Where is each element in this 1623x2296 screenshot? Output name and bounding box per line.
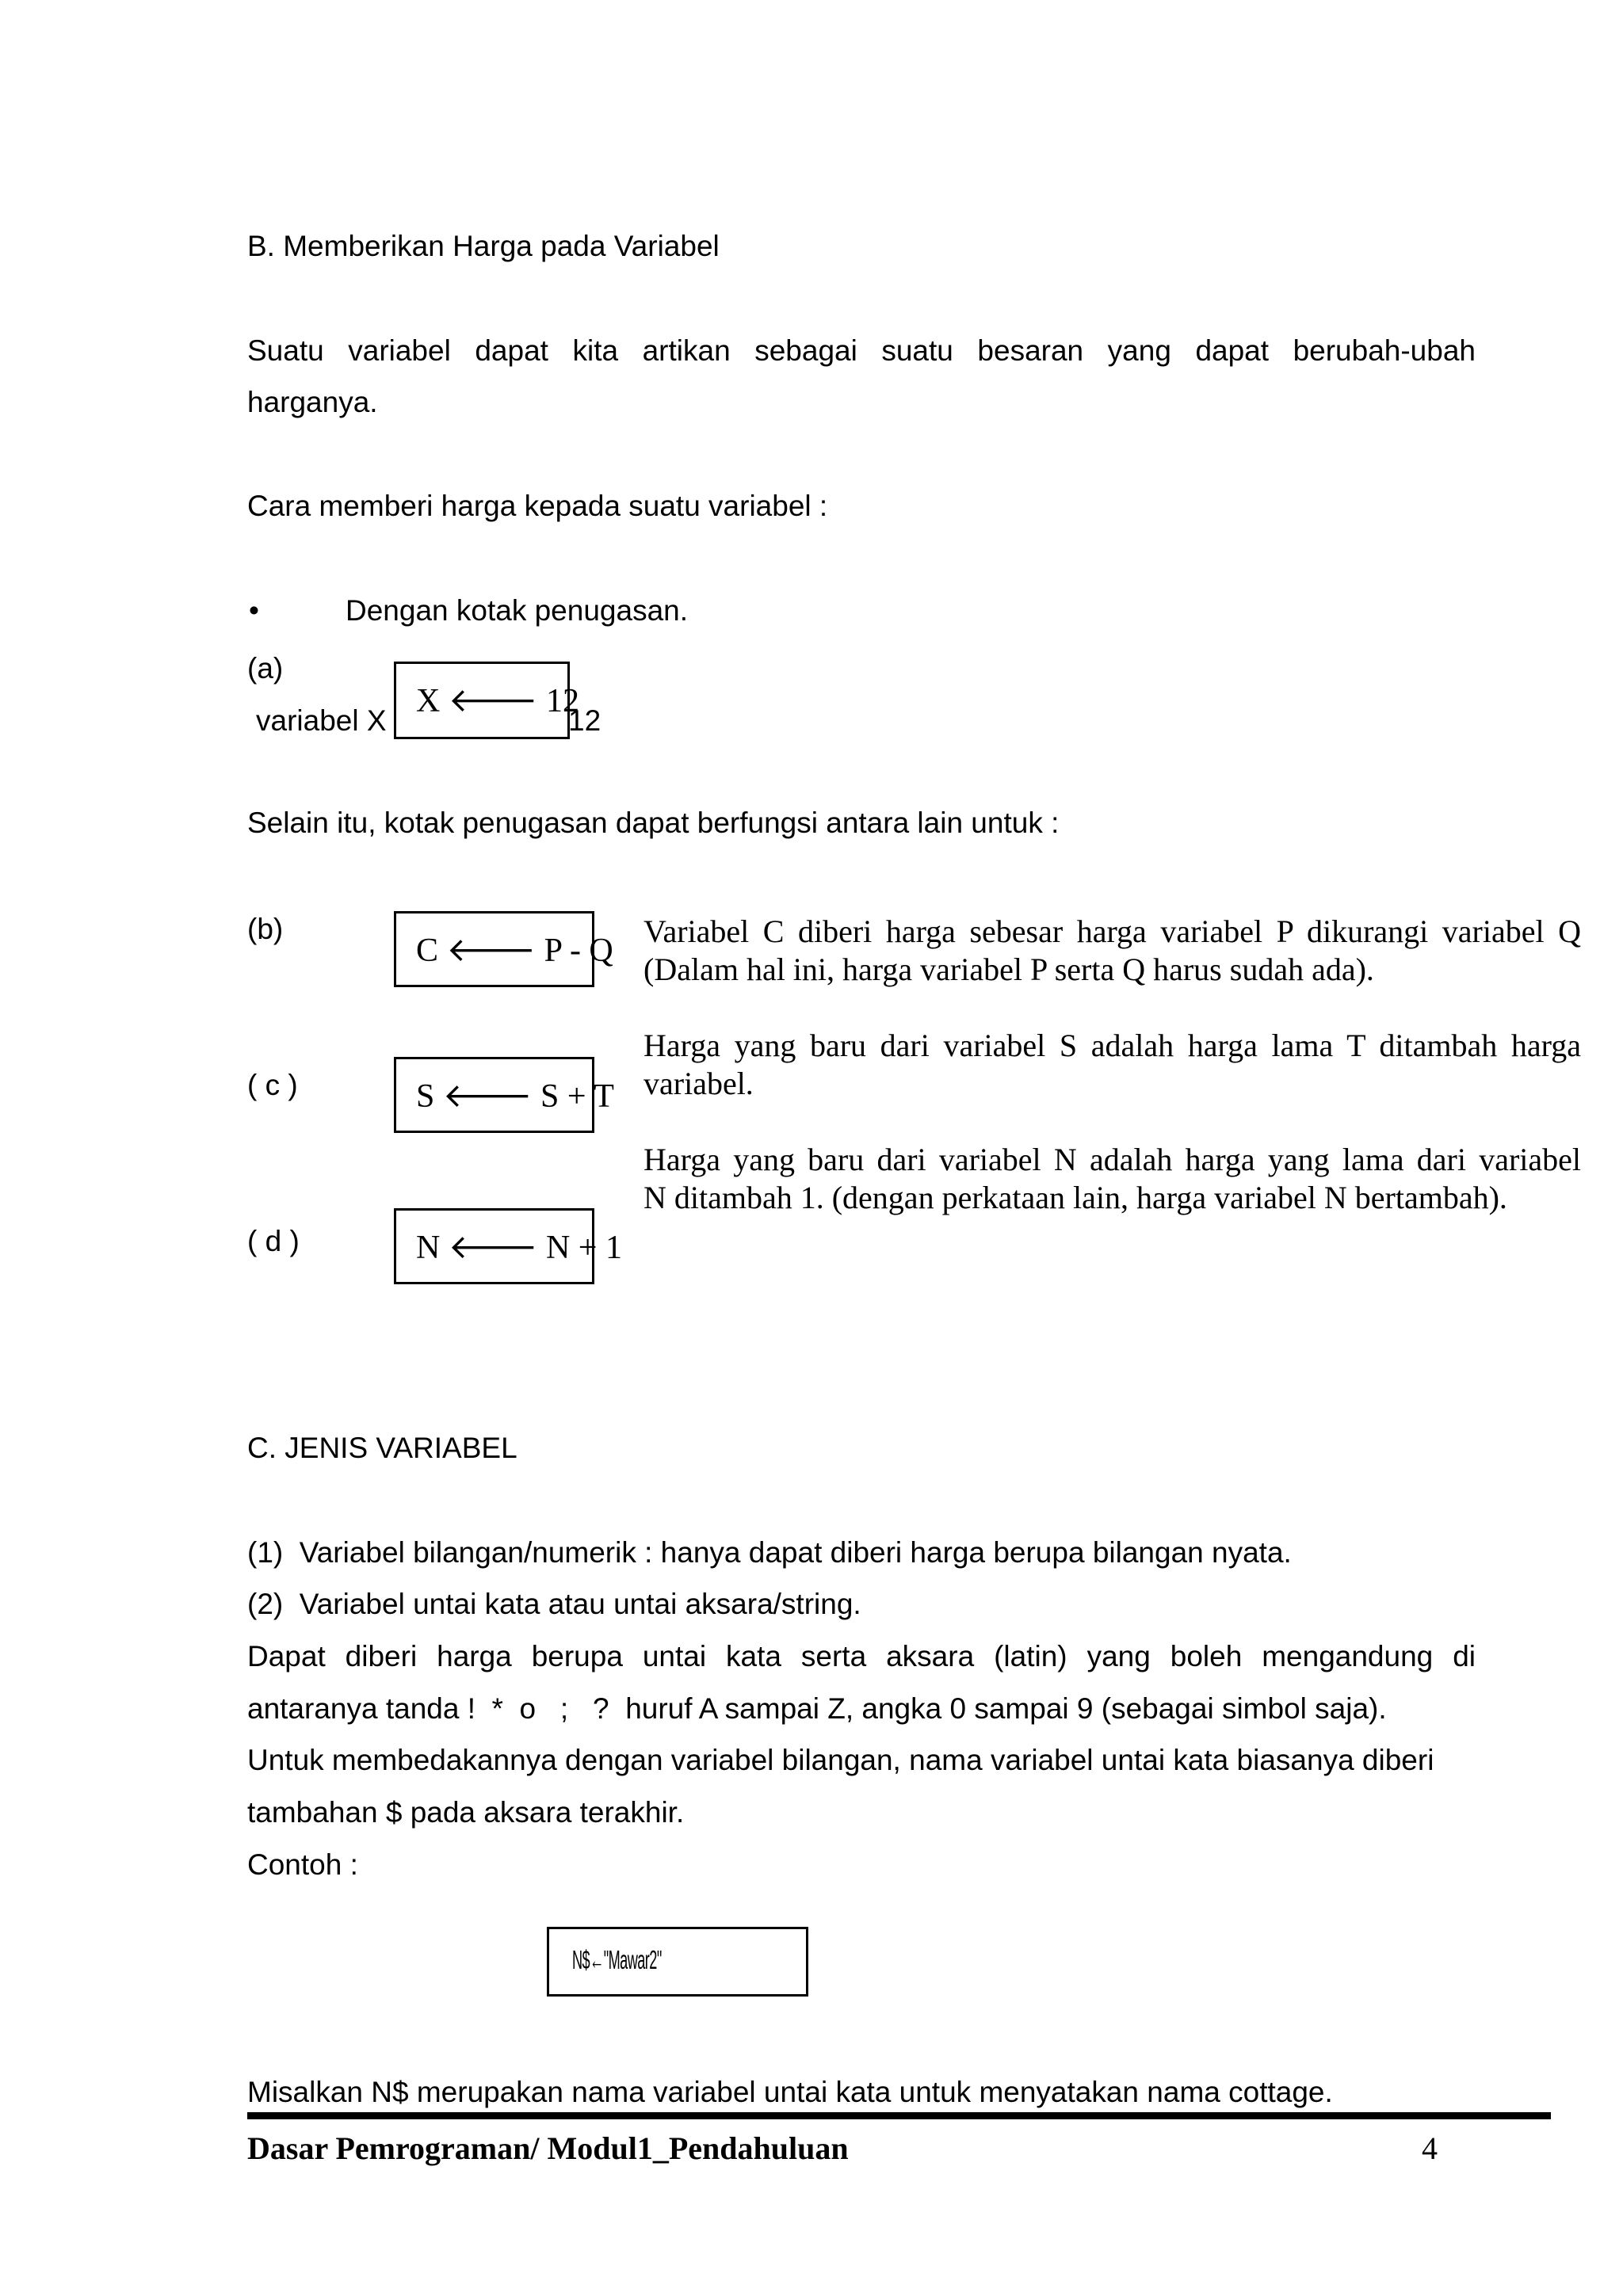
item-d-desc-line-2: N ditambah 1. (dengan perkataan lain, harga variabel N bertambah). xyxy=(643,1180,1507,1215)
type-item-2: (2) Variabel untai kata atau untai aksara/string. xyxy=(247,1588,861,1620)
assignment-box-b-text: C 🡐 P - Q xyxy=(416,933,613,969)
contoh-label: Contoh : xyxy=(247,1848,358,1881)
item-a-suffix: 12 xyxy=(568,704,601,737)
page-number: 4 xyxy=(1422,2130,1438,2166)
footer-rule xyxy=(247,2112,1551,2119)
intro-line-1: Suatu variabel dapat kita artikan sebagai suatu besaran yang dapat berubah-ubah xyxy=(247,334,1476,367)
assignment-box-d xyxy=(394,1208,622,1284)
section-c-heading: C. JENIS VARIABEL xyxy=(247,1432,517,1464)
item-c-desc-line-1: Harga yang baru dari variabel S adalah harga lama T ditambah harga xyxy=(643,1028,1581,1063)
para-line-4: tambahan $ pada aksara terakhir. xyxy=(247,1796,685,1829)
assignment-box-a-text: X 🡐 12 xyxy=(416,683,579,719)
item-d-description xyxy=(643,1141,1581,1217)
assignment-box-b xyxy=(394,911,613,987)
item-c-label: ( c ) xyxy=(247,1069,298,1101)
example-box-text: N$←"Mawar2" xyxy=(572,1945,662,1974)
bullet-text: Dengan kotak penugasan. xyxy=(346,594,689,627)
assignment-box-a xyxy=(394,662,579,739)
example-box xyxy=(547,1927,808,1997)
section-b-heading: B. Memberikan Harga pada Variabel xyxy=(247,230,720,262)
item-d-desc-line-1: Harga yang baru dari variabel N adalah harga yang lama dari variabel xyxy=(643,1142,1581,1177)
item-b-desc-line-1: Variabel C diberi harga sebesar harga variabel P dikurangi variabel Q xyxy=(643,913,1581,949)
cara-text: Cara memberi harga kepada suatu variabel : xyxy=(247,490,828,522)
item-c-description xyxy=(643,1027,1581,1103)
para-line-3: Untuk membedakannya dengan variabel bilangan, nama variabel untai kata biasanya diberi xyxy=(247,1744,1434,1776)
footer-title: Dasar Pemrograman/ Modul1_Pendahuluan xyxy=(247,2130,849,2166)
assignment-box-c xyxy=(394,1057,614,1133)
item-d-label: ( d ) xyxy=(247,1225,300,1257)
type-item-1: (1) Variabel bilangan/numerik : hanya dapat diberi harga berupa bilangan nyata. xyxy=(247,1536,1292,1569)
bullet-icon: • xyxy=(249,594,259,627)
closing-text: Misalkan N$ merupakan nama variabel untai kata untuk menyatakan nama cottage. xyxy=(247,2076,1333,2108)
intro-line-2: harganya. xyxy=(247,386,378,418)
item-c-desc-line-2: variabel. xyxy=(643,1066,754,1101)
para-line-2: antaranya tanda ! * o ; ? huruf A sampai Z, angka 0 sampai 9 (sebagai simbol saja). xyxy=(247,1692,1387,1725)
item-a-prefix: variabel X xyxy=(256,704,387,737)
item-b-desc-line-2: (Dalam hal ini, harga variabel P serta Q harus sudah ada). xyxy=(643,952,1374,987)
assignment-box-d-text: N 🡐 N + 1 xyxy=(416,1230,622,1266)
selain-text: Selain itu, kotak penugasan dapat berfungsi antara lain untuk : xyxy=(247,807,1060,839)
item-a-label: (a) xyxy=(247,652,284,685)
item-b-description xyxy=(643,913,1581,989)
assignment-box-c-text: S 🡐 S + T xyxy=(416,1078,614,1115)
para-line-1: Dapat diberi harga berupa untai kata serta aksara (latin) yang boleh mengandung di xyxy=(247,1640,1476,1672)
item-b-label: (b) xyxy=(247,913,284,945)
